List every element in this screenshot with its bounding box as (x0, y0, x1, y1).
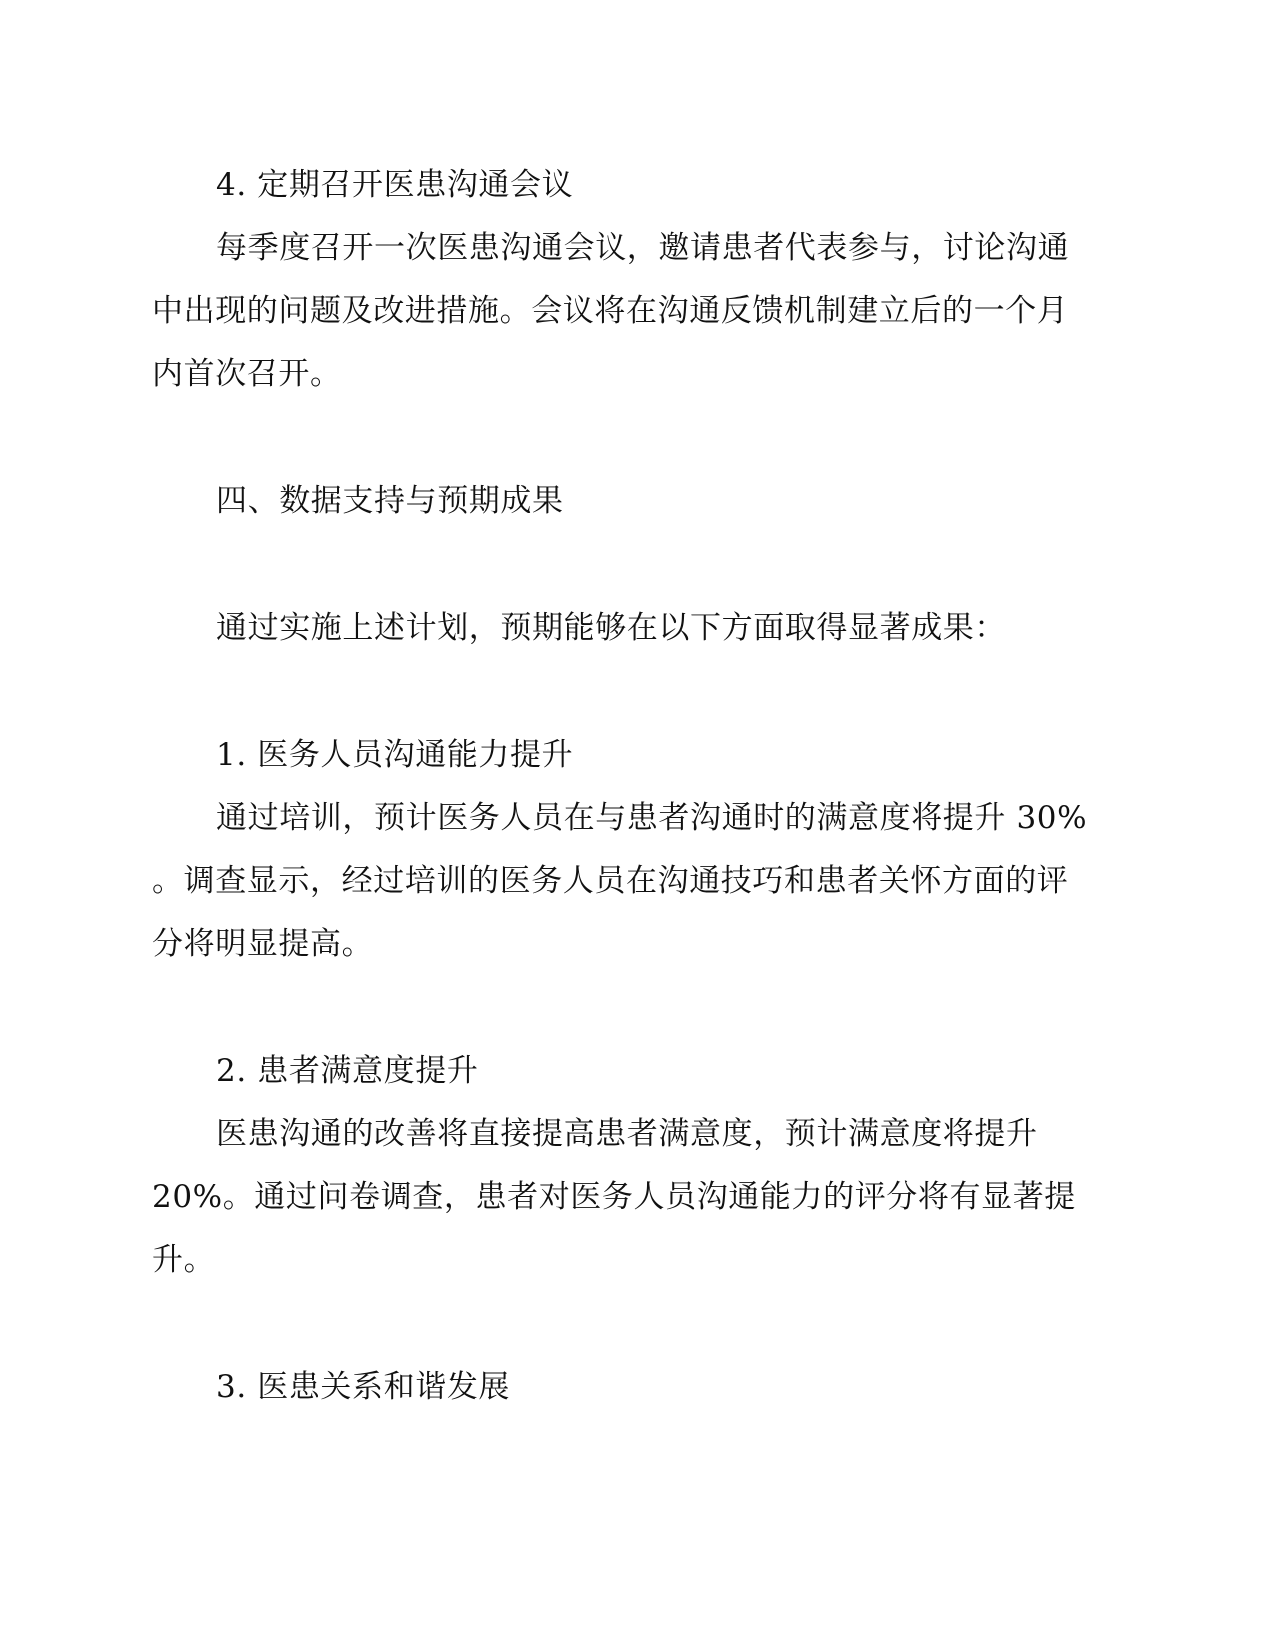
paragraph-line: 升。 (152, 1242, 216, 1278)
paragraph-line: 中出现的问题及改进措施。会议将在沟通反馈机制建立后的一个月 (152, 293, 1069, 329)
result-heading-patient-satisfaction: 2. 患者满意度提升 (216, 1053, 479, 1089)
paragraph-line: 。调查显示，经过培训的医务人员在沟通技巧和患者关怀方面的评 (152, 863, 1069, 899)
paragraph-line: 20%。通过问卷调查，患者对医务人员沟通能力的评分将有显著提 (152, 1179, 1076, 1215)
paragraph-line: 医患沟通的改善将直接提高患者满意度，预计满意度将提升 (216, 1116, 1038, 1152)
paragraph-line: 每季度召开一次医患沟通会议，邀请患者代表参与，讨论沟通 (216, 230, 1070, 266)
paragraph-line: 通过培训，预计医务人员在与患者沟通时的满意度将提升 30% (216, 800, 1088, 836)
paragraph-line: 内首次召开。 (152, 356, 342, 392)
section-heading: 四、数据支持与预期成果 (216, 483, 564, 519)
paragraph-line: 分将明显提高。 (152, 926, 374, 962)
result-heading-relationship: 3. 医患关系和谐发展 (216, 1369, 511, 1405)
subsection-heading-meetings: 4. 定期召开医患沟通会议 (216, 167, 574, 203)
result-heading-staff-communication: 1. 医务人员沟通能力提升 (216, 737, 574, 773)
intro-paragraph: 通过实施上述计划，预期能够在以下方面取得显著成果： (216, 610, 1006, 646)
